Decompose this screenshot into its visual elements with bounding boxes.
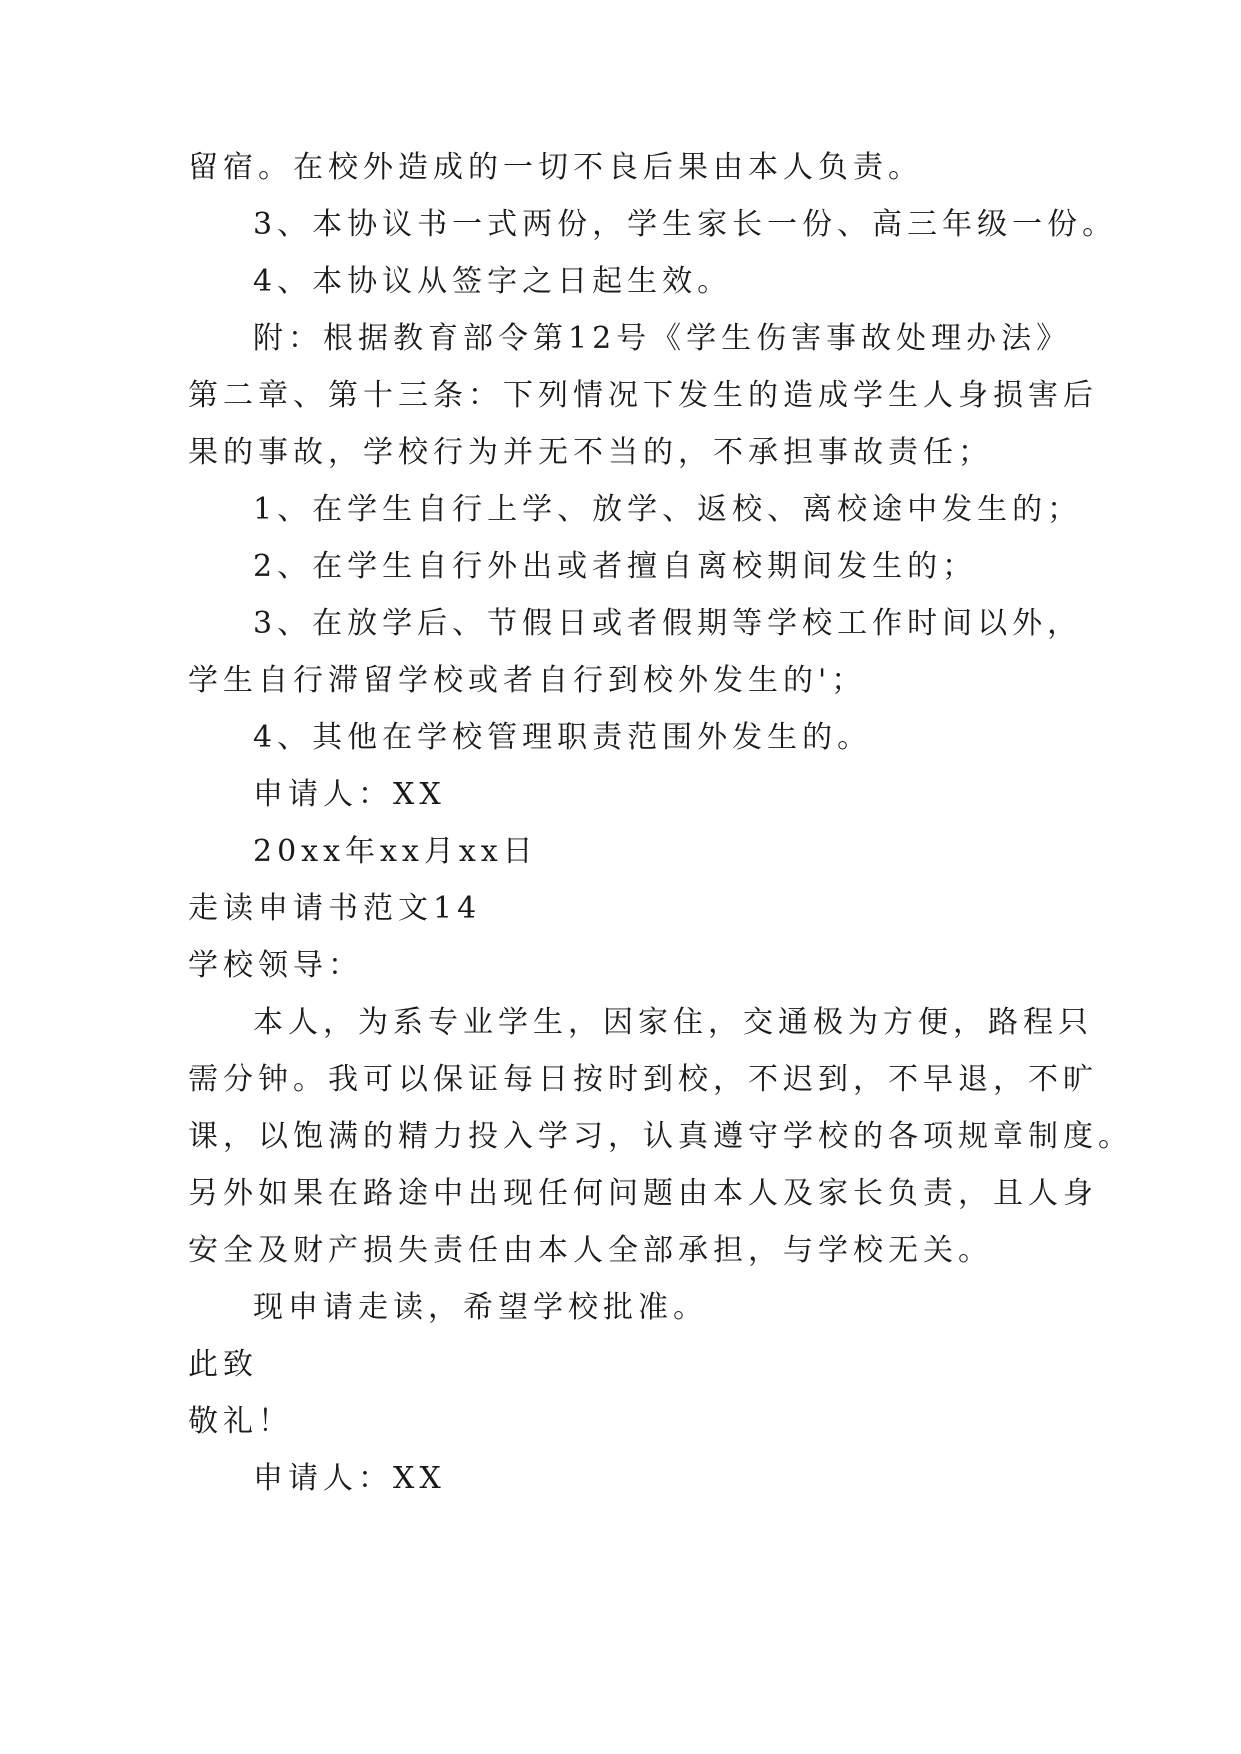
request-line: 现申请走读，希望学校批准。 [253,1290,708,1325]
agreement-item-4: 4、本协议从签字之日起生效。 [253,264,733,299]
section-title: 走读申请书范文14 [188,891,482,926]
applicant-signature: 申请人：XX [253,1461,446,1496]
appendix-line: 附：根据教育部令第12号《学生伤害事故处理办法》 [253,321,1072,356]
paragraph-line: 学生自行滞留学校或者自行到校外发生的'； [188,663,867,698]
paragraph-line: 第二章、第十三条：下列情况下发生的造成学生人身损害后 [188,378,1098,413]
rule-item-2: 2、在学生自行外出或者擅自离校期间发生的； [253,549,978,584]
body-paragraph-line: 另外如果在路途中出现任何问题由本人及家长负责，且人身 [188,1176,1098,1211]
body-paragraph-line: 课，以饱满的精力投入学习，认真遵守学校的各项规章制度。 [188,1119,1133,1154]
rule-item-4: 4、其他在学校管理职责范围外发生的。 [253,720,873,755]
applicant-signature: 申请人：XX [253,777,446,812]
rule-item-1: 1、在学生自行上学、放学、返校、离校途中发生的； [253,492,1083,527]
closing-line: 此致 [188,1347,258,1382]
signature-date: 20xx年xx月xx日 [253,834,538,869]
body-paragraph-line: 本人，为系专业学生，因家住，交通极为方便，路程只 [253,1005,1093,1040]
paragraph-line: 果的事故，学校行为并无不当的，不承担事故责任； [188,435,993,470]
agreement-item-3: 3、本协议书一式两份，学生家长一份、高三年级一份。 [253,207,1118,242]
closing-regards: 敬礼！ [188,1404,293,1439]
paragraph-line: 留宿。在校外造成的一切不良后果由本人负责。 [188,150,923,185]
rule-item-3: 3、在放学后、节假日或者假期等学校工作时间以外， [253,606,1083,641]
body-paragraph-line: 需分钟。我可以保证每日按时到校，不迟到，不早退，不旷 [188,1062,1098,1097]
salutation: 学校领导： [188,948,363,983]
body-paragraph-line: 安全及财产损失责任由本人全部承担，与学校无关。 [188,1233,993,1268]
